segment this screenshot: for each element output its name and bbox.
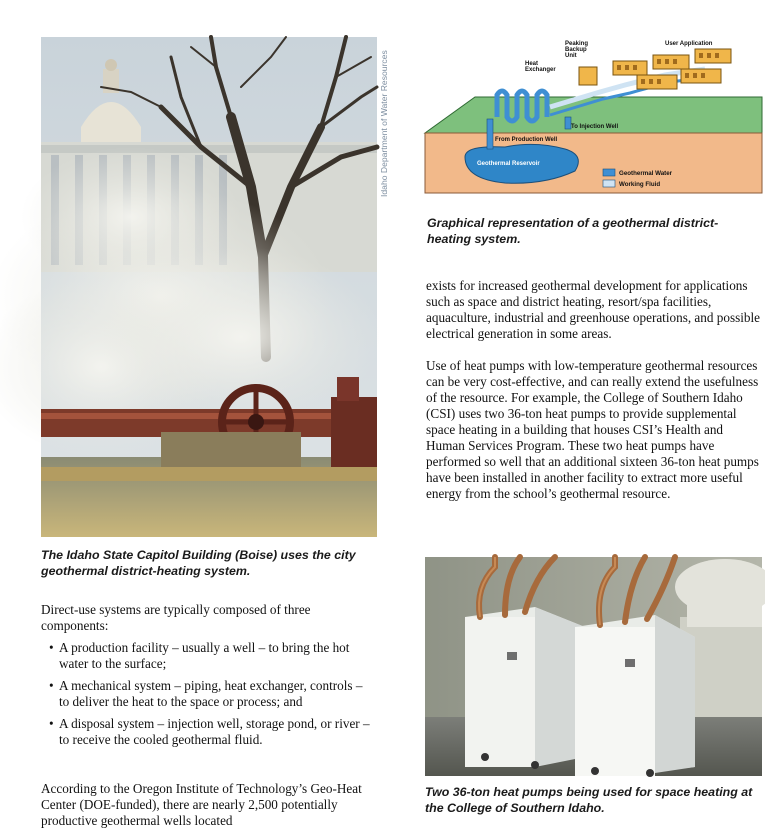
- label-reservoir: Geothermal Reservoir: [477, 161, 540, 167]
- heat-pumps-photo: [425, 557, 762, 776]
- capitol-photo-image: [41, 37, 377, 537]
- diagram-caption: Graphical representation of a geothermal district-heating system.: [427, 216, 719, 246]
- photo-credit: Idaho Department of Water Resources: [379, 50, 389, 197]
- label-injection-well: To Injection Well: [571, 124, 619, 130]
- label-production-well: From Production Well: [495, 137, 558, 143]
- heat-pumps-caption: Two 36-ton heat pumps being used for space heating at the College of Southern Idaho.: [425, 785, 753, 815]
- right-column-text: [426, 278, 762, 502]
- district-heating-diagram: [425, 37, 762, 195]
- label-user-application: User Application: [665, 41, 713, 47]
- capitol-photo: [41, 37, 377, 537]
- list-item: • A production facility – usually a well – to bring the hot water to the surface;: [49, 640, 350, 671]
- paragraph-heat-pumps: Use of heat pumps with low-temperature geothermal resources can be very cost-effective, and can really extend the usefulness of the resource. For example, the College of Southern Idaho (CSI) uses two 36-ton heat pumps to provide supplemental space heating in a building that houses CSI’s Health and Human Services Program. These two heat pumps have performed so well that an additional sixteen 36-ton heat pumps have been installed in another facility to extract more useful energy from the school’s geothermal resource.: [426, 358, 759, 501]
- legend-working-fluid: Working Fluid: [619, 181, 661, 188]
- heat-pumps-image: [425, 557, 762, 776]
- closing-clip: [41, 781, 371, 828]
- legend-swatch-working: [603, 180, 615, 187]
- list-item: • A disposal system – injection well, storage pond, or river – to receive the cooled geothermal fluid.: [49, 716, 370, 747]
- list-item: • A mechanical system – piping, heat exchanger, controls – to deliver the heat to the space or process; and: [49, 678, 363, 709]
- intro-paragraph: Direct-use systems are typically composed of three components:: [41, 602, 311, 633]
- label-peaking: Peaking Backup Unit: [565, 41, 589, 59]
- diagram-illustration: [425, 37, 762, 195]
- legend-swatch-geothermal: [603, 169, 615, 176]
- paragraph-geothermal-development: exists for increased geothermal development for applications such as space and district heating, resort/spa facilities, aquaculture, industrial and greenhouse operations, and possible electrical generation in some areas.: [426, 278, 760, 341]
- closing-paragraph: According to the Oregon Institute of Technology’s Geo-Heat Center (DOE-funded), there are nearly 2,500 potentially productive geothermal wells located: [41, 781, 362, 828]
- left-column-text: [41, 602, 371, 754]
- capitol-caption: The Idaho State Capitol Building (Boise) uses the city geothermal district-heating system.: [41, 548, 356, 578]
- label-heat-exchanger: Heat Exchanger: [525, 61, 556, 73]
- legend-geothermal-water: Geothermal Water: [619, 170, 673, 177]
- component-list: [41, 640, 371, 748]
- production-pipe: [487, 119, 493, 149]
- peaking-unit-box: [579, 67, 597, 85]
